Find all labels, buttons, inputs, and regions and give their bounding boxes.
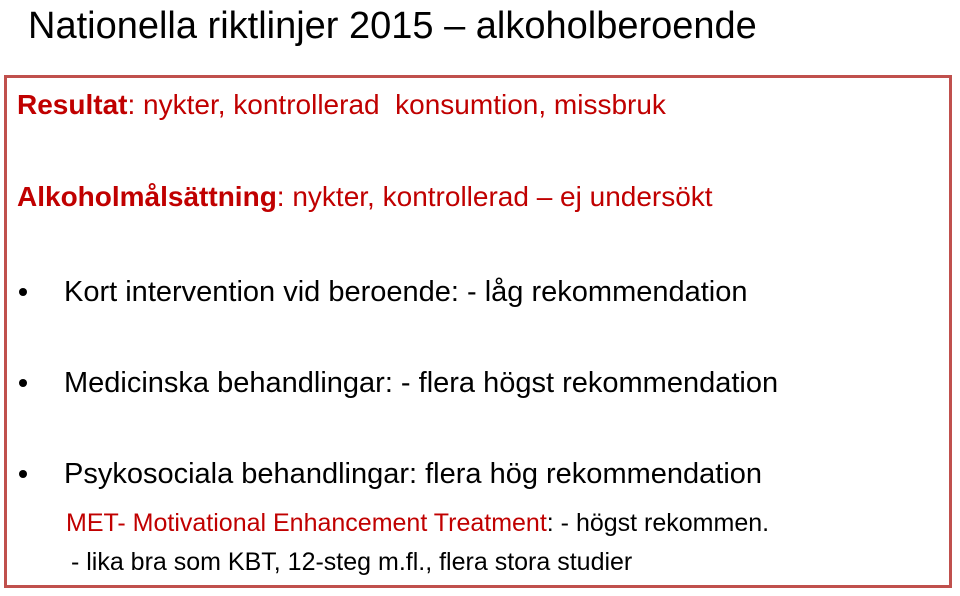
bullet-item — [19, 274, 748, 310]
bullet-dot-icon — [19, 470, 27, 478]
bullet-text: Medicinska behandlingar: - flera högst rekommendation — [64, 367, 779, 399]
malsattning-label: Alkoholmålsättning — [17, 181, 277, 212]
bullet-item — [19, 456, 762, 492]
resultat-label: Resultat — [17, 89, 128, 120]
note-line: - lika bra som KBT, 12-steg m.fl., flera stora studier — [64, 548, 633, 576]
resultat-text: : nykter, kontrollerad konsumtion, missbruk — [127, 89, 666, 120]
resultat-line — [17, 88, 666, 122]
bullet-text: Psykosociala behandlingar: flera hög rekommendation — [64, 458, 763, 490]
bullet-dot-icon — [19, 288, 27, 296]
bullet-item — [19, 365, 778, 401]
slide-title: Nationella riktlinjer 2015 – alkoholberoende — [28, 5, 757, 47]
met-line — [66, 508, 769, 538]
bullet-dot-icon — [19, 379, 27, 387]
met-name: MET- Motivational Enhancement Treatment — [66, 509, 547, 537]
malsattning-line — [17, 180, 713, 214]
met-recommendation: : - högst rekommen. — [546, 509, 770, 537]
malsattning-text: : nykter, kontrollerad – ej undersökt — [276, 181, 713, 212]
bullet-text: Kort intervention vid beroende: - låg rekommendation — [64, 276, 748, 308]
